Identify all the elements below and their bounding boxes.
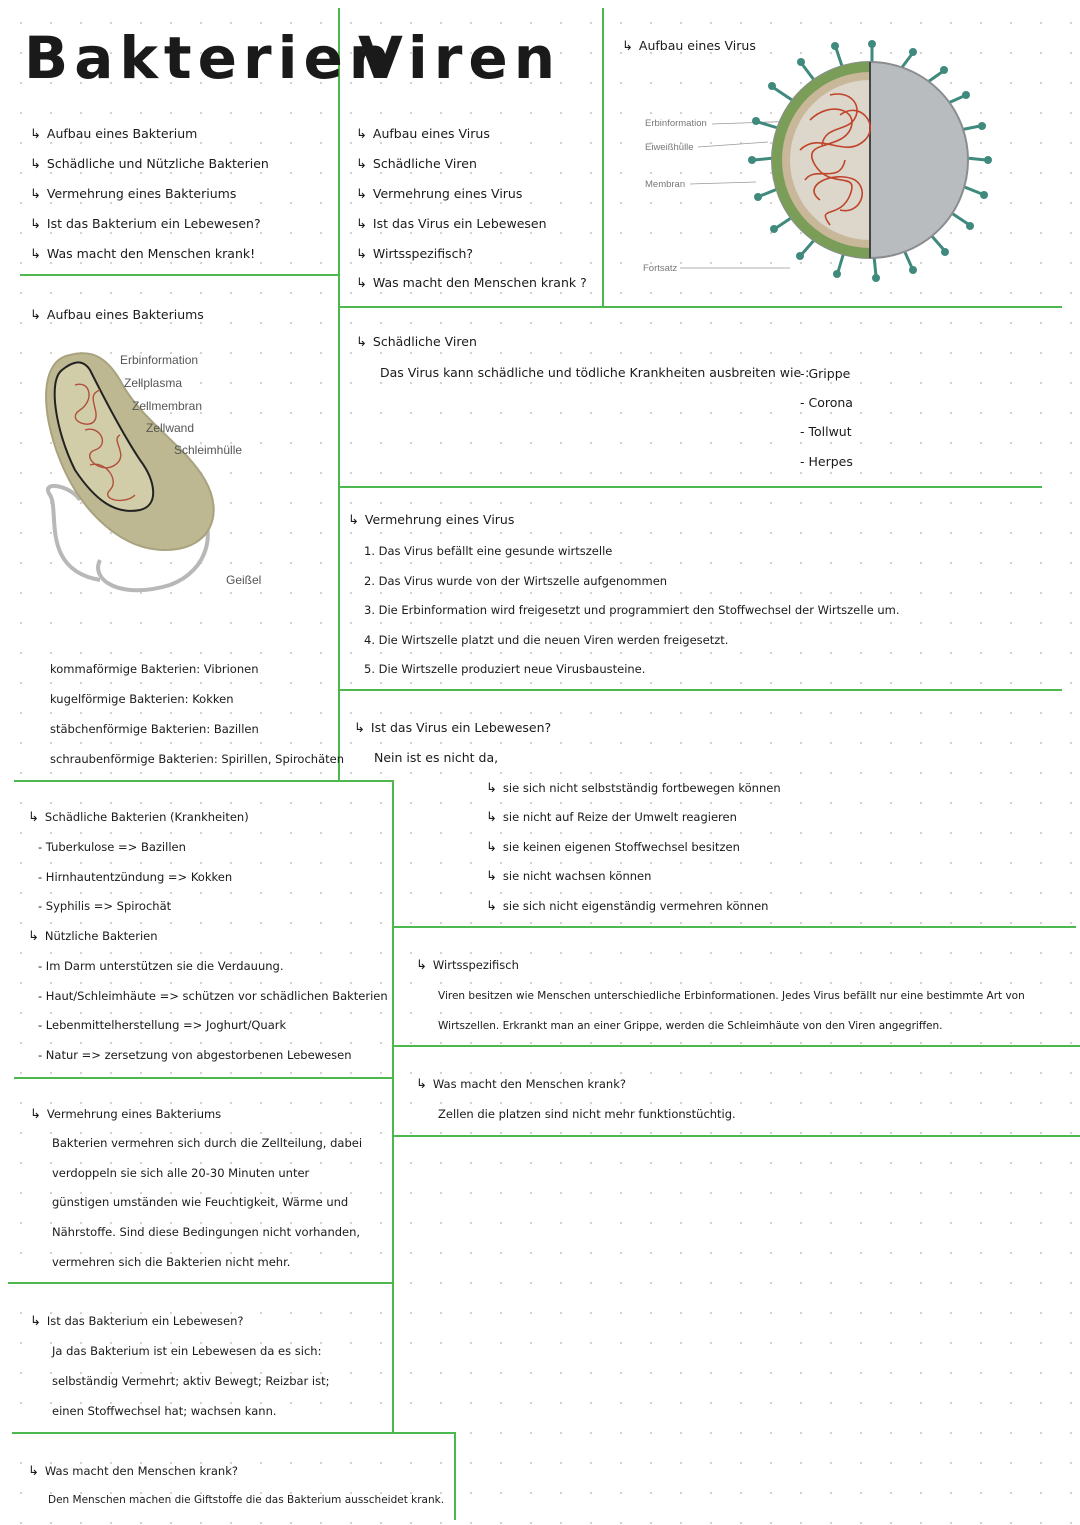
disease-item: - Corona <box>800 395 853 410</box>
arrow-icon: ↳ <box>354 721 365 736</box>
page-title-viren: Viren <box>358 24 561 92</box>
bacterium-diagram <box>0 300 340 600</box>
bacterium-label: Zellmembran <box>132 399 203 413</box>
harmful-viruses-heading: ↳ Schädliche Viren <box>356 334 477 350</box>
arrow-icon: ↳ <box>486 781 497 796</box>
useful-bacteria-item: - Haut/Schleimhäute => schützen vor schädlichen Bakterien <box>38 989 388 1003</box>
harmful-bacteria-item: - Tuberkulose => Bazillen <box>38 840 186 854</box>
divider <box>392 1045 1080 1047</box>
arrow-icon: ↳ <box>486 899 497 914</box>
arrow-icon: ↳ <box>30 157 41 172</box>
divider <box>8 1282 392 1284</box>
arrow-icon: ↳ <box>30 1314 41 1329</box>
disease-item: - Grippe <box>800 366 851 381</box>
bacteria-form: kommaförmige Bakterien: Vibrionen <box>50 662 259 676</box>
toc-item[interactable]: ↳ Vermehrung eines Bakteriums <box>30 186 237 202</box>
arrow-icon: ↳ <box>30 127 41 142</box>
arrow-icon: ↳ <box>28 810 39 825</box>
arrow-icon: ↳ <box>356 247 367 262</box>
arrow-icon: ↳ <box>356 335 367 350</box>
harmful-bacteria-heading: ↳ Schädliche Bakterien (Krankheiten) <box>28 810 249 825</box>
arrow-icon: ↳ <box>356 276 367 291</box>
arrow-icon: ↳ <box>30 308 41 323</box>
arrow-icon: ↳ <box>30 187 41 202</box>
toc-item[interactable]: ↳ Schädliche und Nützliche Bakterien <box>30 156 269 172</box>
bacterium-label: Erbinformation <box>120 353 199 367</box>
bacterium-label: Geißel <box>226 573 262 587</box>
arrow-icon: ↳ <box>356 157 367 172</box>
virus-diagram <box>0 0 1080 310</box>
bacteria-reproduction-text: günstigen umständen wie Feuchtigkeit, Wärme und <box>52 1195 349 1209</box>
virus-sick-heading: ↳ Was macht den Menschen krank? <box>416 1077 626 1092</box>
bacteria-reproduction-text: verdoppeln sie sich alle 20-30 Minuten unter <box>52 1166 310 1180</box>
divider <box>392 926 1076 928</box>
arrow-icon: ↳ <box>356 127 367 142</box>
arrow-icon: ↳ <box>30 247 41 262</box>
harmful-bacteria-item: - Hirnhautentzündung => Kokken <box>38 870 233 884</box>
arrow-icon: ↳ <box>30 217 41 232</box>
virus-alive-answer: Nein ist es nicht da, <box>374 750 499 765</box>
virus-label: Eiweißhülle <box>645 142 694 153</box>
virus-label: Erbinformation <box>645 118 707 129</box>
bacteria-alive-heading: ↳ Ist das Bakterium ein Lebewesen? <box>30 1314 244 1329</box>
toc-item[interactable]: ↳ Was macht den Menschen krank! <box>30 246 256 262</box>
virus-alive-reason: ↳ sie sich nicht eigenständig vermehren können <box>486 899 769 914</box>
virus-label: Membran <box>645 179 686 190</box>
bacteria-sick-text: Den Menschen machen die Giftstoffe die das Bakterium ausscheidet krank. <box>48 1494 445 1506</box>
toc-item[interactable]: ↳ Vermehrung eines Virus <box>356 186 523 202</box>
bacteria-form: kugelförmige Bakterien: Kokken <box>50 692 234 706</box>
virus-label: Fortsatz <box>643 263 678 274</box>
virus-reproduction-step: 1. Das Virus befällt eine gesunde wirtszelle <box>364 544 613 558</box>
toc-item[interactable]: ↳ Ist das Virus ein Lebewesen <box>356 216 547 232</box>
virus-reproduction-step: 2. Das Virus wurde von der Wirtszelle aufgenommen <box>364 574 668 588</box>
arrow-icon: ↳ <box>416 958 427 973</box>
bacteria-sick-heading: ↳ Was macht den Menschen krank? <box>28 1464 238 1479</box>
bacteria-reproduction-text: vermehren sich die Bakterien nicht mehr. <box>52 1255 291 1269</box>
arrow-icon: ↳ <box>30 1107 41 1122</box>
virus-structure-heading: ↳ Aufbau eines Virus <box>622 38 756 54</box>
bacterium-structure-heading: ↳ Aufbau eines Bakteriums <box>30 307 204 323</box>
bacteria-alive-text: selbständig Vermehrt; aktiv Bewegt; Reizbar ist; <box>52 1374 330 1388</box>
divider <box>392 1135 1080 1137</box>
bacteria-alive-text: einen Stoffwechsel hat; wachsen kann. <box>52 1404 277 1418</box>
virus-reproduction-step: 3. Die Erbinformation wird freigesetzt und programmiert den Stoffwechsel der Wirtszelle um. <box>364 603 900 617</box>
arrow-icon: ↳ <box>356 187 367 202</box>
toc-item[interactable]: ↳ Ist das Bakterium ein Lebewesen? <box>30 216 261 232</box>
host-specific-heading: ↳ Wirtsspezifisch <box>416 958 519 973</box>
virus-reproduction-heading: ↳ Vermehrung eines Virus <box>348 512 515 528</box>
arrow-icon: ↳ <box>28 1464 39 1479</box>
bacteria-form: stäbchenförmige Bakterien: Bazillen <box>50 722 259 736</box>
virus-reproduction-step: 4. Die Wirtszelle platzt und die neuen Viren werden freigesetzt. <box>364 633 729 647</box>
arrow-icon: ↳ <box>622 39 633 54</box>
disease-item: - Herpes <box>800 454 853 469</box>
virus-alive-reason: ↳ sie sich nicht selbstständig fortbewegen können <box>486 781 781 796</box>
arrow-icon: ↳ <box>416 1077 427 1092</box>
arrow-icon: ↳ <box>486 840 497 855</box>
page-title-bakterien: Bakterien <box>24 24 397 92</box>
divider <box>14 1077 392 1079</box>
virus-sick-text: Zellen die platzen sind nicht mehr funktionstüchtig. <box>438 1107 736 1121</box>
toc-item[interactable]: ↳ Schädliche Viren <box>356 156 477 172</box>
useful-bacteria-item: - Natur => zersetzung von abgestorbenen Lebewesen <box>38 1048 352 1062</box>
divider <box>392 780 394 1432</box>
arrow-icon: ↳ <box>28 929 39 944</box>
useful-bacteria-item: - Im Darm unterstützen sie die Verdauung. <box>38 959 284 973</box>
bacteria-alive-text: Ja das Bakterium ist ein Lebewesen da es sich: <box>52 1344 322 1358</box>
toc-item[interactable]: ↳ Aufbau eines Bakterium <box>30 126 198 142</box>
virus-alive-heading: ↳ Ist das Virus ein Lebewesen? <box>354 720 552 736</box>
virus-alive-reason: ↳ sie nicht auf Reize der Umwelt reagieren <box>486 810 737 825</box>
bacterium-label: Schleimhülle <box>174 443 243 457</box>
arrow-icon: ↳ <box>356 217 367 232</box>
host-specific-text: Viren besitzen wie Menschen unterschiedliche Erbinformationen. Jedes Virus befällt nur eine bestimmte Art von <box>438 990 1025 1002</box>
bacterium-label: Zellwand <box>146 421 195 435</box>
toc-item[interactable]: ↳ Wirtsspezifisch? <box>356 246 474 262</box>
bacteria-reproduction-text: Nährstoffe. Sind diese Bedingungen nicht vorhanden, <box>52 1225 361 1239</box>
divider <box>338 486 1042 488</box>
bacterium-label: Zellplasma <box>124 376 183 390</box>
host-specific-text: Wirtszellen. Erkrankt man an einer Grippe, werden die Schleimhäute von den Viren angegriffen. <box>438 1020 943 1032</box>
harmful-viruses-text: Das Virus kann schädliche und tödliche Krankheiten ausbreiten wie : <box>380 365 810 380</box>
divider <box>338 689 1062 691</box>
divider <box>454 1432 456 1520</box>
virus-alive-reason: ↳ sie keinen eigenen Stoffwechsel besitzen <box>486 840 740 855</box>
arrow-icon: ↳ <box>486 810 497 825</box>
toc-item[interactable]: ↳ Aufbau eines Virus <box>356 126 490 142</box>
bacteria-form: schraubenförmige Bakterien: Spirillen, Spirochäten <box>50 752 344 766</box>
arrow-icon: ↳ <box>486 869 497 884</box>
toc-item[interactable]: ↳ Was macht den Menschen krank ? <box>356 275 587 291</box>
arrow-icon: ↳ <box>348 513 359 528</box>
disease-item: - Tollwut <box>800 424 852 439</box>
useful-bacteria-heading: ↳ Nützliche Bakterien <box>28 929 158 944</box>
harmful-bacteria-item: - Syphilis => Spirochät <box>38 899 172 913</box>
virus-alive-reason: ↳ sie nicht wachsen können <box>486 869 652 884</box>
virus-reproduction-step: 5. Die Wirtszelle produziert neue Virusbausteine. <box>364 662 646 676</box>
useful-bacteria-item: - Lebenmittelherstellung => Joghurt/Quark <box>38 1018 287 1032</box>
divider <box>12 1432 454 1434</box>
bacteria-reproduction-text: Bakterien vermehren sich durch die Zellteilung, dabei <box>52 1136 363 1150</box>
divider <box>14 780 392 782</box>
bacteria-reproduction-heading: ↳ Vermehrung eines Bakteriums <box>30 1107 222 1122</box>
